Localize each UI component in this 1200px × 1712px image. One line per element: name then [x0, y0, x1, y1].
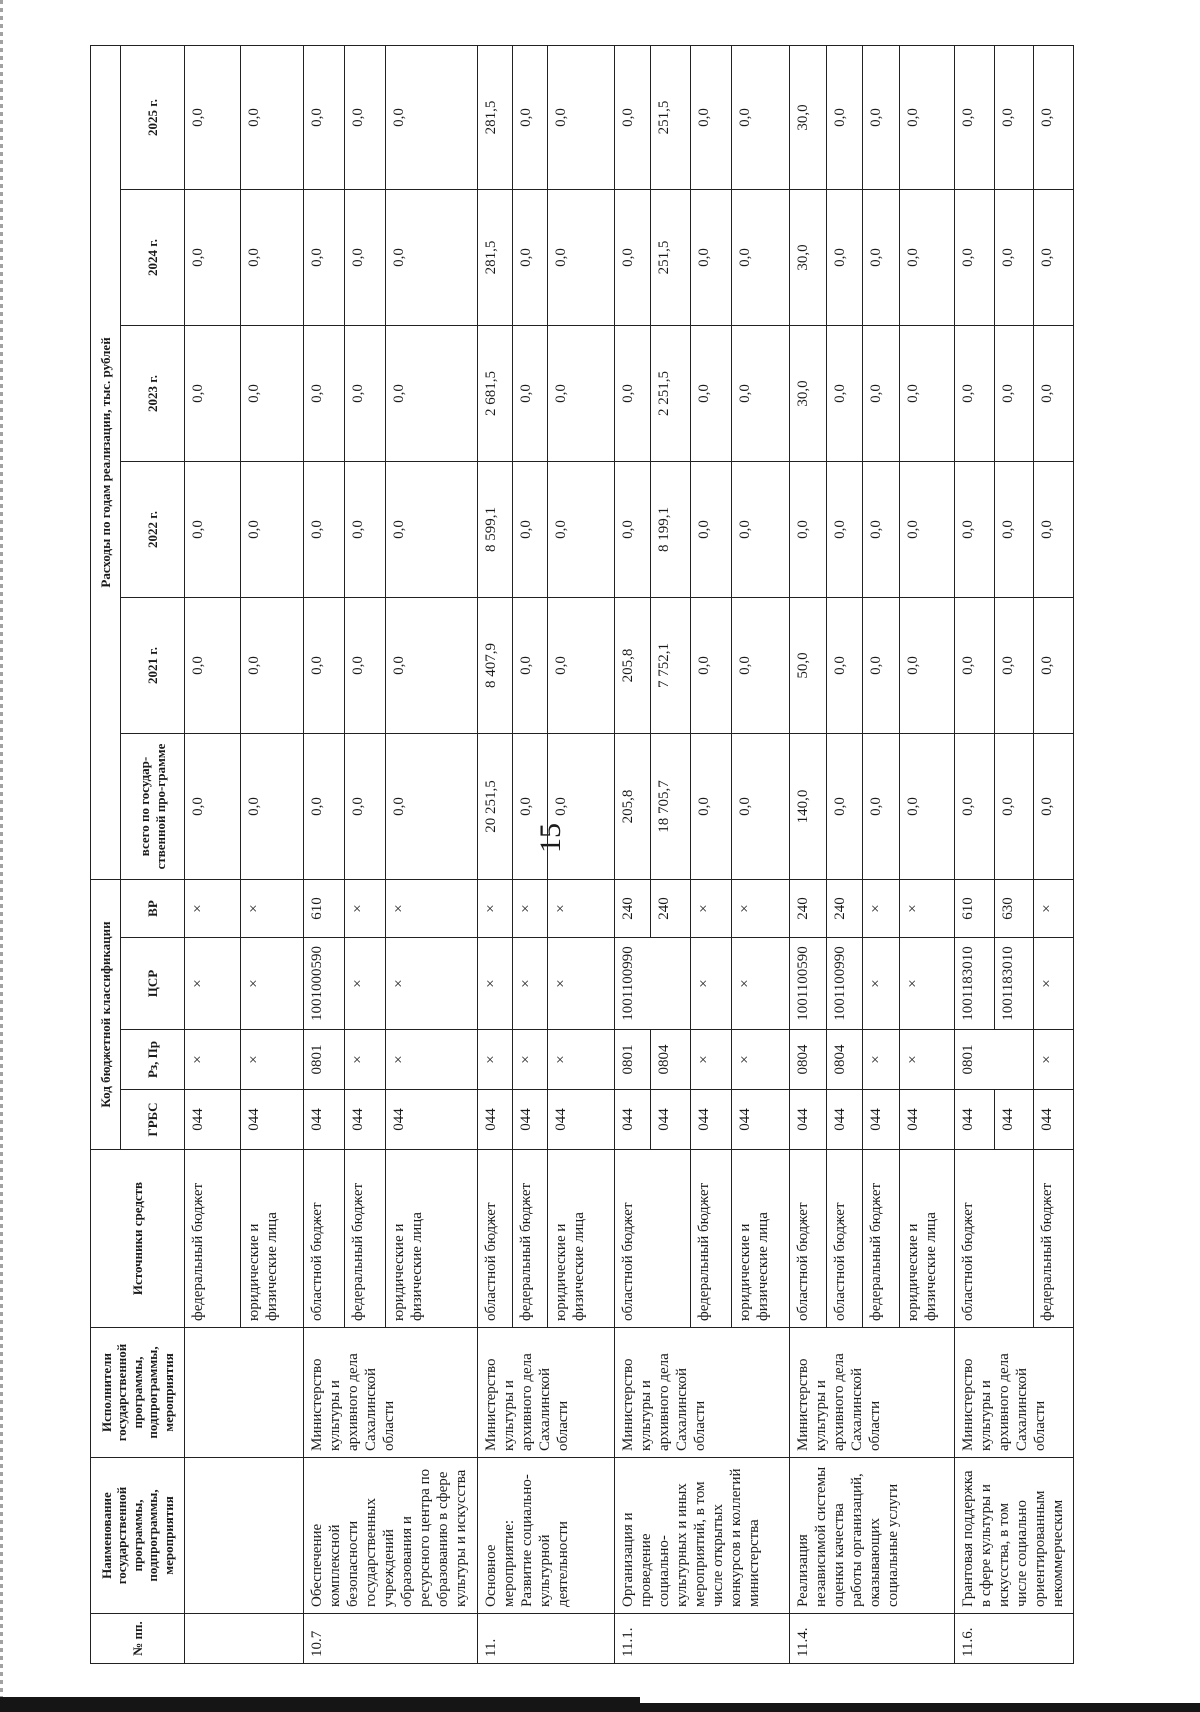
row-2025: 0,0: [731, 45, 790, 189]
row-grbs: 044: [863, 1090, 899, 1150]
row-source: областной бюджет: [790, 1150, 826, 1328]
row-source: федеральный бюджет: [691, 1150, 732, 1328]
row-vr: ×: [385, 879, 477, 937]
row-rzpr: ×: [513, 1030, 548, 1090]
row-vr: ×: [345, 879, 386, 937]
row-total: 205,8: [615, 733, 650, 879]
row-2023: 0,0: [826, 325, 862, 461]
row-grbs: 044: [185, 1090, 241, 1150]
row-vr: ×: [1034, 879, 1074, 937]
row-csr: 1001100590: [790, 938, 826, 1030]
row-2025: 0,0: [240, 45, 304, 189]
row-csr: ×: [385, 938, 477, 1030]
header-2024: 2024 г.: [121, 189, 185, 325]
row-source: юридические и физические лица: [731, 1150, 790, 1328]
row-2023: 0,0: [513, 325, 548, 461]
row-2021: 8 407,9: [477, 597, 512, 733]
row-csr: ×: [899, 938, 955, 1030]
row-rzpr: ×: [477, 1030, 512, 1090]
header-name: Наименование государственной программы, подпрограммы, мероприятия: [91, 1458, 185, 1614]
row-2022: 0,0: [304, 461, 345, 597]
row-total: 0,0: [731, 733, 790, 879]
row-grbs: 044: [826, 1090, 862, 1150]
header-2021: 2021 г.: [121, 597, 185, 733]
row-grbs: 044: [790, 1090, 826, 1150]
row-2025: 281,5: [477, 45, 512, 189]
page-number: 15: [534, 823, 567, 853]
row-2021: 0,0: [955, 597, 994, 733]
row-2023: 0,0: [345, 325, 386, 461]
row-source: областной бюджет: [955, 1150, 1034, 1328]
row-name: Организация и проведение социально-культурных и иных мероприятий, в том числе открытых конкурсов и коллегий министерства: [615, 1458, 790, 1614]
row-source: областной бюджет: [477, 1150, 512, 1328]
row-csr: ×: [345, 938, 386, 1030]
table-row: [955, 45, 994, 1663]
row-total: 0,0: [994, 733, 1033, 879]
row-2022: 0,0: [513, 461, 548, 597]
row-vr: ×: [513, 879, 548, 937]
table-row: [477, 45, 512, 1663]
header-rzpr: Рз, Пр: [121, 1030, 185, 1090]
row-rzpr: ×: [863, 1030, 899, 1090]
table-row: [304, 45, 345, 1663]
row-2024: 0,0: [240, 189, 304, 325]
row-2024: 0,0: [345, 189, 386, 325]
row-vr: ×: [240, 879, 304, 937]
table-row: [790, 45, 826, 1663]
row-total: 0,0: [955, 733, 994, 879]
row-2022: 0,0: [615, 461, 650, 597]
row-vr: 240: [826, 879, 862, 937]
row-rzpr: ×: [548, 1030, 615, 1090]
row-vr: ×: [691, 879, 732, 937]
row-2023: 0,0: [899, 325, 955, 461]
row-executor: Министерство культуры и архивного дела Сахалинской области: [477, 1328, 615, 1458]
header-expenses-group: Расходы по годам реализации, тыс. рублей: [91, 45, 121, 879]
budget-table: [90, 45, 1074, 1664]
row-rzpr: 0804: [790, 1030, 826, 1090]
row-source: федеральный бюджет: [513, 1150, 548, 1328]
row-2022: 0,0: [548, 461, 615, 597]
row-executor: [185, 1328, 304, 1458]
row-executor: Министерство культуры и архивного дела Сахалинской области: [790, 1328, 955, 1458]
row-2025: 30,0: [790, 45, 826, 189]
row-grbs: 044: [345, 1090, 386, 1150]
header-2023: 2023 г.: [121, 325, 185, 461]
row-2022: 0,0: [185, 461, 241, 597]
row-2025: 0,0: [955, 45, 994, 189]
row-2021: 205,8: [615, 597, 650, 733]
row-no: [185, 1614, 304, 1664]
row-2021: 0,0: [548, 597, 615, 733]
row-vr: 240: [650, 879, 691, 937]
row-2023: 0,0: [548, 325, 615, 461]
row-total: 0,0: [863, 733, 899, 879]
row-vr: ×: [899, 879, 955, 937]
row-2021: 0,0: [185, 597, 241, 733]
row-2022: 0,0: [790, 461, 826, 597]
row-total: 140,0: [790, 733, 826, 879]
row-2025: 251,5: [650, 45, 691, 189]
row-vr: ×: [863, 879, 899, 937]
header-source: Источники средств: [91, 1150, 185, 1328]
row-source: юридические и физические лица: [899, 1150, 955, 1328]
header-2022: 2022 г.: [121, 461, 185, 597]
row-vr: ×: [477, 879, 512, 937]
row-2025: 0,0: [304, 45, 345, 189]
row-csr: ×: [1034, 938, 1074, 1030]
row-grbs: 044: [240, 1090, 304, 1150]
row-2022: 0,0: [385, 461, 477, 597]
row-2024: 30,0: [790, 189, 826, 325]
row-2024: 0,0: [615, 189, 650, 325]
row-2022: 0,0: [731, 461, 790, 597]
row-csr: 1001000590: [304, 938, 345, 1030]
row-csr: ×: [185, 938, 241, 1030]
row-rzpr: 0804: [826, 1030, 862, 1090]
row-2024: 0,0: [385, 189, 477, 325]
header-grbs: ГРБС: [121, 1090, 185, 1150]
row-grbs: 044: [731, 1090, 790, 1150]
row-2021: 0,0: [385, 597, 477, 733]
row-total: 0,0: [826, 733, 862, 879]
row-executor: Министерство культуры и архивного дела Сахалинской области: [304, 1328, 477, 1458]
row-2023: 0,0: [385, 325, 477, 461]
row-2023: 2 251,5: [650, 325, 691, 461]
row-executor: Министерство культуры и архивного дела Сахалинской области: [955, 1328, 1074, 1458]
row-total: 0,0: [345, 733, 386, 879]
row-grbs: 044: [994, 1090, 1033, 1150]
header-vr: ВР: [121, 879, 185, 937]
row-total: 0,0: [240, 733, 304, 879]
row-source: областной бюджет: [826, 1150, 862, 1328]
row-2021: 0,0: [731, 597, 790, 733]
row-rzpr: ×: [731, 1030, 790, 1090]
row-grbs: 044: [1034, 1090, 1074, 1150]
row-2023: 0,0: [863, 325, 899, 461]
row-total: 0,0: [899, 733, 955, 879]
row-csr: 1001100990: [615, 938, 691, 1030]
row-total: 0,0: [548, 733, 615, 879]
row-2024: 0,0: [513, 189, 548, 325]
row-grbs: 044: [691, 1090, 732, 1150]
header-code-group: Код бюджетной классификации: [91, 879, 121, 1149]
scan-edge-left: [0, 0, 3, 1712]
row-2025: 0,0: [994, 45, 1033, 189]
row-no: 11.: [477, 1614, 615, 1664]
row-2023: 2 681,5: [477, 325, 512, 461]
row-csr: 1001183010: [955, 938, 994, 1030]
row-vr: 610: [955, 879, 994, 937]
row-csr: ×: [731, 938, 790, 1030]
row-rzpr: ×: [1034, 1030, 1074, 1090]
row-grbs: 044: [304, 1090, 345, 1150]
header-executor: Исполнители государственной программы, подпрограммы, мероприятия: [91, 1328, 185, 1458]
row-2025: 0,0: [615, 45, 650, 189]
row-2025: 0,0: [345, 45, 386, 189]
row-2022: 0,0: [826, 461, 862, 597]
row-source: федеральный бюджет: [185, 1150, 241, 1328]
row-2023: 0,0: [955, 325, 994, 461]
row-grbs: 044: [548, 1090, 615, 1150]
row-2022: 8 199,1: [650, 461, 691, 597]
row-total: 18 705,7: [650, 733, 691, 879]
row-no: 10.7: [304, 1614, 477, 1664]
row-executor: Министерство культуры и архивного дела Сахалинской области: [615, 1328, 790, 1458]
row-2022: 0,0: [240, 461, 304, 597]
row-grbs: 044: [899, 1090, 955, 1150]
row-rzpr: ×: [691, 1030, 732, 1090]
row-rzpr: 0801: [615, 1030, 650, 1090]
row-2021: 0,0: [1034, 597, 1074, 733]
row-name: Реализация независимой системы оценки качества работы организаций, оказывающих социальные услуги: [790, 1458, 955, 1614]
header-total: всего по государ-ственной про-грамме: [121, 733, 185, 879]
row-grbs: 044: [477, 1090, 512, 1150]
row-2025: 0,0: [513, 45, 548, 189]
row-2021: 0,0: [304, 597, 345, 733]
row-total: 0,0: [385, 733, 477, 879]
row-source: областной бюджет: [304, 1150, 345, 1328]
row-csr: ×: [513, 938, 548, 1030]
row-name: [185, 1458, 304, 1614]
row-rzpr: ×: [240, 1030, 304, 1090]
row-grbs: 044: [955, 1090, 994, 1150]
row-2023: 0,0: [691, 325, 732, 461]
row-csr: ×: [863, 938, 899, 1030]
row-total: 0,0: [1034, 733, 1074, 879]
row-rzpr: 0804: [650, 1030, 691, 1090]
row-vr: 240: [615, 879, 650, 937]
row-2025: 0,0: [826, 45, 862, 189]
scan-edge-gap: [640, 1697, 1200, 1703]
row-2023: 0,0: [240, 325, 304, 461]
header-no: № пп.: [91, 1614, 185, 1664]
row-2021: 0,0: [691, 597, 732, 733]
row-vr: ×: [185, 879, 241, 937]
row-2021: 0,0: [994, 597, 1033, 733]
row-2025: 0,0: [899, 45, 955, 189]
row-source: федеральный бюджет: [863, 1150, 899, 1328]
row-2023: 30,0: [790, 325, 826, 461]
row-2024: 0,0: [826, 189, 862, 325]
row-source: юридические и физические лица: [548, 1150, 615, 1328]
row-vr: ×: [731, 879, 790, 937]
row-grbs: 044: [650, 1090, 691, 1150]
row-vr: ×: [548, 879, 615, 937]
row-2024: 0,0: [731, 189, 790, 325]
row-2023: 0,0: [994, 325, 1033, 461]
row-2024: 0,0: [1034, 189, 1074, 325]
row-2024: 0,0: [548, 189, 615, 325]
row-2025: 0,0: [185, 45, 241, 189]
row-2024: 0,0: [994, 189, 1033, 325]
row-source: областной бюджет: [615, 1150, 691, 1328]
row-grbs: 044: [615, 1090, 650, 1150]
row-total: 20 251,5: [477, 733, 512, 879]
row-no: 11.6.: [955, 1614, 1074, 1664]
row-2021: 0,0: [240, 597, 304, 733]
row-2023: 0,0: [185, 325, 241, 461]
row-rzpr: ×: [345, 1030, 386, 1090]
row-2021: 0,0: [513, 597, 548, 733]
row-source: юридические и физические лица: [240, 1150, 304, 1328]
row-2022: 8 599,1: [477, 461, 512, 597]
row-2022: 0,0: [994, 461, 1033, 597]
row-source: федеральный бюджет: [1034, 1150, 1074, 1328]
row-2022: 0,0: [1034, 461, 1074, 597]
row-total: 0,0: [304, 733, 345, 879]
row-2022: 0,0: [955, 461, 994, 597]
row-2021: 0,0: [345, 597, 386, 733]
row-name: Обеспечение комплексной безопасности государственных учреждений образования и ресурсного центра по образованию в сфере культуры и искусства: [304, 1458, 477, 1614]
row-rzpr: ×: [185, 1030, 241, 1090]
row-name: Грантовая поддержка в сфере культуры и искусства, в том числе социально ориентированным некоммерческим: [955, 1458, 1074, 1614]
row-2023: 0,0: [615, 325, 650, 461]
row-2024: 0,0: [691, 189, 732, 325]
row-2024: 0,0: [304, 189, 345, 325]
row-csr: 1001100990: [826, 938, 862, 1030]
table-row: [185, 45, 241, 1663]
header-2025: 2025 г.: [121, 45, 185, 189]
row-total: 0,0: [513, 733, 548, 879]
row-csr: ×: [240, 938, 304, 1030]
row-2024: 251,5: [650, 189, 691, 325]
header-csr: ЦСР: [121, 938, 185, 1030]
row-source: юридические и физические лица: [385, 1150, 477, 1328]
row-2024: 0,0: [899, 189, 955, 325]
row-vr: 240: [790, 879, 826, 937]
row-source: федеральный бюджет: [345, 1150, 386, 1328]
row-2023: 0,0: [1034, 325, 1074, 461]
row-no: 11.4.: [790, 1614, 955, 1664]
row-2022: 0,0: [345, 461, 386, 597]
row-2021: 0,0: [863, 597, 899, 733]
row-name: Основное мероприятие: Развитие социально-культурной деятельности: [477, 1458, 615, 1614]
row-rzpr: ×: [899, 1030, 955, 1090]
row-total: 0,0: [691, 733, 732, 879]
row-rzpr: 0801: [304, 1030, 345, 1090]
row-2022: 0,0: [691, 461, 732, 597]
row-2025: 0,0: [548, 45, 615, 189]
table-row: [615, 45, 650, 1663]
row-2021: 0,0: [899, 597, 955, 733]
row-grbs: 044: [513, 1090, 548, 1150]
row-2022: 0,0: [899, 461, 955, 597]
row-2023: 0,0: [731, 325, 790, 461]
rotated-table-frame: [90, 46, 1074, 1664]
row-2024: 0,0: [185, 189, 241, 325]
row-csr: ×: [691, 938, 732, 1030]
row-csr: ×: [477, 938, 512, 1030]
row-total: 0,0: [185, 733, 241, 879]
row-2025: 0,0: [691, 45, 732, 189]
row-2024: 0,0: [863, 189, 899, 325]
row-2025: 0,0: [385, 45, 477, 189]
row-2024: 0,0: [955, 189, 994, 325]
row-2025: 0,0: [863, 45, 899, 189]
row-vr: 610: [304, 879, 345, 937]
row-2023: 0,0: [304, 325, 345, 461]
row-csr: ×: [548, 938, 615, 1030]
row-2022: 0,0: [863, 461, 899, 597]
row-rzpr: 0801: [955, 1030, 1034, 1090]
row-grbs: 044: [385, 1090, 477, 1150]
row-2021: 50,0: [790, 597, 826, 733]
row-csr: 1001183010: [994, 938, 1033, 1030]
row-2025: 0,0: [1034, 45, 1074, 189]
row-2021: 0,0: [826, 597, 862, 733]
row-2024: 281,5: [477, 189, 512, 325]
row-rzpr: ×: [385, 1030, 477, 1090]
row-vr: 630: [994, 879, 1033, 937]
row-no: 11.1.: [615, 1614, 790, 1664]
row-2021: 7 752,1: [650, 597, 691, 733]
